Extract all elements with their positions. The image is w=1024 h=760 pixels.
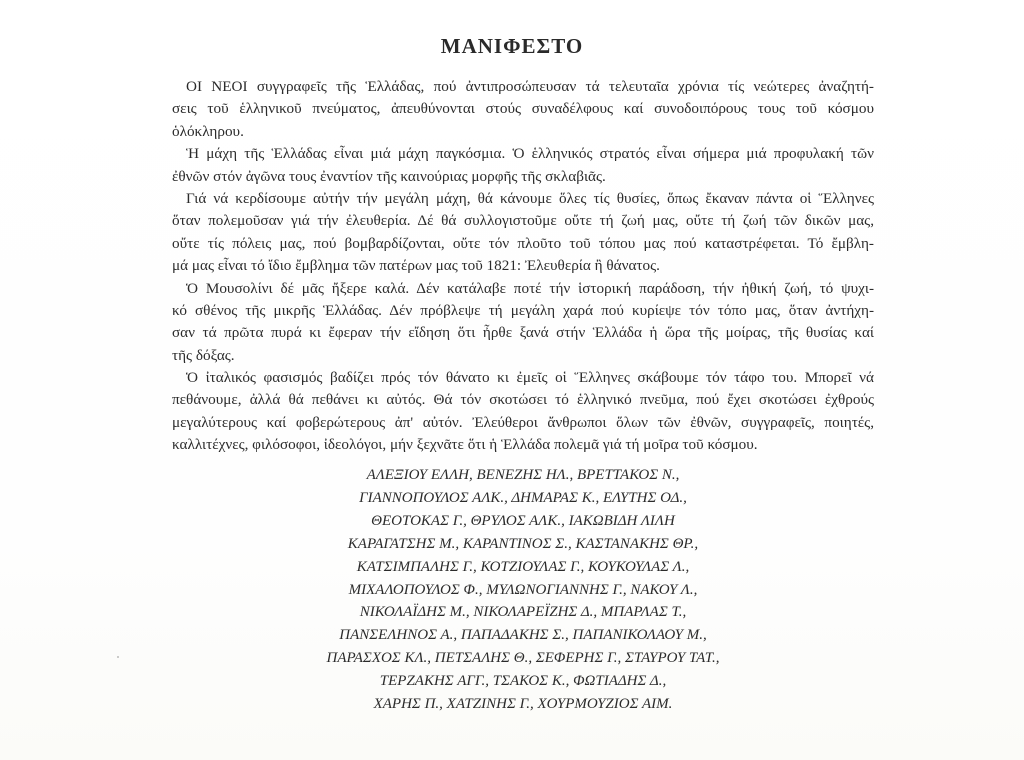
text-line: ὅταν πολεμοῦσαν γιά τήν ἐλευθερία. Δέ θά συλλογιστοῦμε οὔτε τή ζωή μας, οὔτε τή ζωή τῶν δικῶν μας, — [172, 212, 874, 230]
signatory-line: ΧΑΡΗΣ Π., ΧΑΤΖΙΝΗΣ Γ., ΧΟΥΡΜΟΥΖΙΟΣ ΑΙΜ. — [373, 696, 673, 713]
text-line: Ἡ μάχη τῆς Ἑλλάδας εἶναι μιά μάχη παγκόσμια. Ὁ ἑλληνικός στρατός εἶναι σήμερα μιά προφυλακή τῶν — [186, 145, 874, 163]
text-line: πεθάνουμε, ἀλλά θά πεθάνει κι αὐτός. Θά τόν σκοτώσει τό ἑλληνικό πνεῦμα, πού ἔχει σκοτώσει ἐχθρούς — [172, 391, 874, 409]
signatory-line: ΘΕΟΤΟΚΑΣ Γ., ΘΡΥΛΟΣ ΑΛΚ., ΙΑΚΩΒΙΔΗ ΛΙΛΗ — [371, 512, 675, 529]
text-line: καλλιτέχνες, φιλόσοφοι, ἰδεολόγοι, μήν ξεχνᾶτε ὅτι ἡ Ἑλλάδα πολεμᾶ γιά τή μοῖρα τοῦ κόσμου. — [172, 436, 758, 454]
document-title: ΜΑΝΙΦΕΣΤΟ — [440, 34, 584, 58]
manifesto-body — [172, 76, 874, 457]
signatory-line: ΝΙΚΟΛΑΪΔΗΣ Μ., ΝΙΚΟΛΑΡΕΪΖΗΣ Δ., ΜΠΑΡΛΑΣ Τ., — [359, 604, 687, 621]
text-line: τῆς δόξας. — [172, 346, 235, 364]
signatory-line: ΑΛΕΞΙΟΥ ΕΛΛΗ, ΒΕΝΕΖΗΣ ΗΛ., ΒΡΕΤΤΑΚΟΣ Ν., — [366, 467, 680, 483]
text-line: ὁλόκληρου. — [172, 122, 244, 140]
text-line: σαν τά πρῶτα πυρά κι ἔφεραν τήν εἴδηση ὅτι ἦρθε ξανά στήν Ἑλλάδα ἡ ὥρα τῆς μοίρας, τῆς θυσίας καί — [172, 324, 874, 342]
signatory-line: ΚΑΤΣΙΜΠΑΛΗΣ Γ., ΚΟΤΖΙΟΥΛΑΣ Γ., ΚΟΥΚΟΥΛΑΣ Λ., — [356, 558, 690, 575]
signatory-line: ΤΕΡΖΑΚΗΣ ΑΓΓ., ΤΣΑΚΟΣ Κ., ΦΩΤΙΑΔΗΣ Δ., — [379, 673, 667, 690]
signatory-line: ΠΑΡΑΣΧΟΣ ΚΛ., ΠΕΤΣΑΛΗΣ Θ., ΣΕΦΕΡΗΣ Γ., ΣΤΑΥΡΟΥ ΤΑΤ., — [326, 650, 720, 667]
paragraph — [172, 143, 874, 188]
signatories-list — [172, 464, 874, 716]
text-line: Γιά νά κερδίσουμε αὐτήν τήν μεγάλη μάχη, θά κάνουμε ὅλες τίς θυσίες, ὅπως ἔκαναν πάντα οἱ Ἕλληνες — [186, 189, 874, 207]
paragraph — [172, 278, 874, 368]
signatory-line: ΚΑΡΑΓΑΤΣΗΣ Μ., ΚΑΡΑΝΤΙΝΟΣ Σ., ΚΑΣΤΑΝΑΚΗΣ ΘΡ., — [347, 535, 699, 552]
signatory-line: ΓΙΑΝΝΟΠΟΥΛΟΣ ΑΛΚ., ΔΗΜΑΡΑΣ Κ., ΕΛΥΤΗΣ ΟΔ., — [359, 489, 687, 506]
text-line: οὔτε τίς πόλεις μας, πού βομβαρδίζονται, οὔτε τόν πλοῦτο τοῦ τόπου μας πού καταστρέφεται. Τό ἔμβλη- — [172, 234, 874, 252]
text-line: ΟΙ ΝΕΟΙ συγγραφεῖς τῆς Ἑλλάδας, πού ἀντιπροσώπευσαν τά τελευταῖα χρόνια τίς νεώτερες ἀναζητή- — [186, 78, 874, 95]
text-line: μεγαλύτερους καί φοβερώτερους ἀπ' αὐτόν. Ἐλεύθεροι ἄνθρωποι ὅλων τῶν ἐθνῶν, συγγραφεῖς, ποιητές, — [172, 413, 874, 431]
paragraph — [172, 188, 874, 278]
paper-speck — [117, 656, 119, 658]
signatory-line: ΠΑΝΣΕΛΗΝΟΣ Α., ΠΑΠΑΔΑΚΗΣ Σ., ΠΑΠΑΝΙΚΟΛΑΟΥ Μ., — [339, 627, 707, 644]
paragraph — [172, 367, 874, 457]
paragraph — [172, 76, 874, 143]
signatory-line: ΜΙΧΑΛΟΠΟΥΛΟΣ Φ., ΜΥΛΩΝΟΓΙΑΝΝΗΣ Γ., ΝΑΚΟΥ Λ., — [348, 581, 698, 598]
text-line: μά μας εἶναι τό ἴδιο ἔμβλημα τῶν πατέρων μας τοῦ 1821: Ἐλευθερία ἢ θάνατος. — [172, 257, 660, 275]
text-line: Ὁ Μουσολίνι δέ μᾶς ἤξερε καλά. Δέν κατάλαβε ποτέ τήν ἱστορική παράδοση, τήν ἠθική ζωή, τό ψυχι- — [186, 279, 874, 297]
text-line: Ὁ ἰταλικός φασισμός βαδίζει πρός τόν θάνατο κι ἐμεῖς οἱ Ἕλληνες σκάβουμε τόν τάφο του. Μπορεῖ νά — [186, 369, 874, 387]
text-line: σεις τοῦ ἑλληνικοῦ πνεύματος, ἀπευθύνονται στούς συναδέλφους καί συνοδοιπόρους τους τοῦ κόσμου — [172, 100, 874, 118]
text-line: κό σθένος τῆς μικρῆς Ἑλλάδας. Δέν πρόβλεψε τή μεγάλη χαρά πού κυρίεψε τόν τόπο μας, ὅταν ἀντήχη- — [172, 301, 874, 319]
text-line: ἐθνῶν στόν ἀγῶνα τους ἐναντίον τῆς καινούριας μορφῆς τῆς σκλαβιᾶς. — [172, 167, 606, 185]
